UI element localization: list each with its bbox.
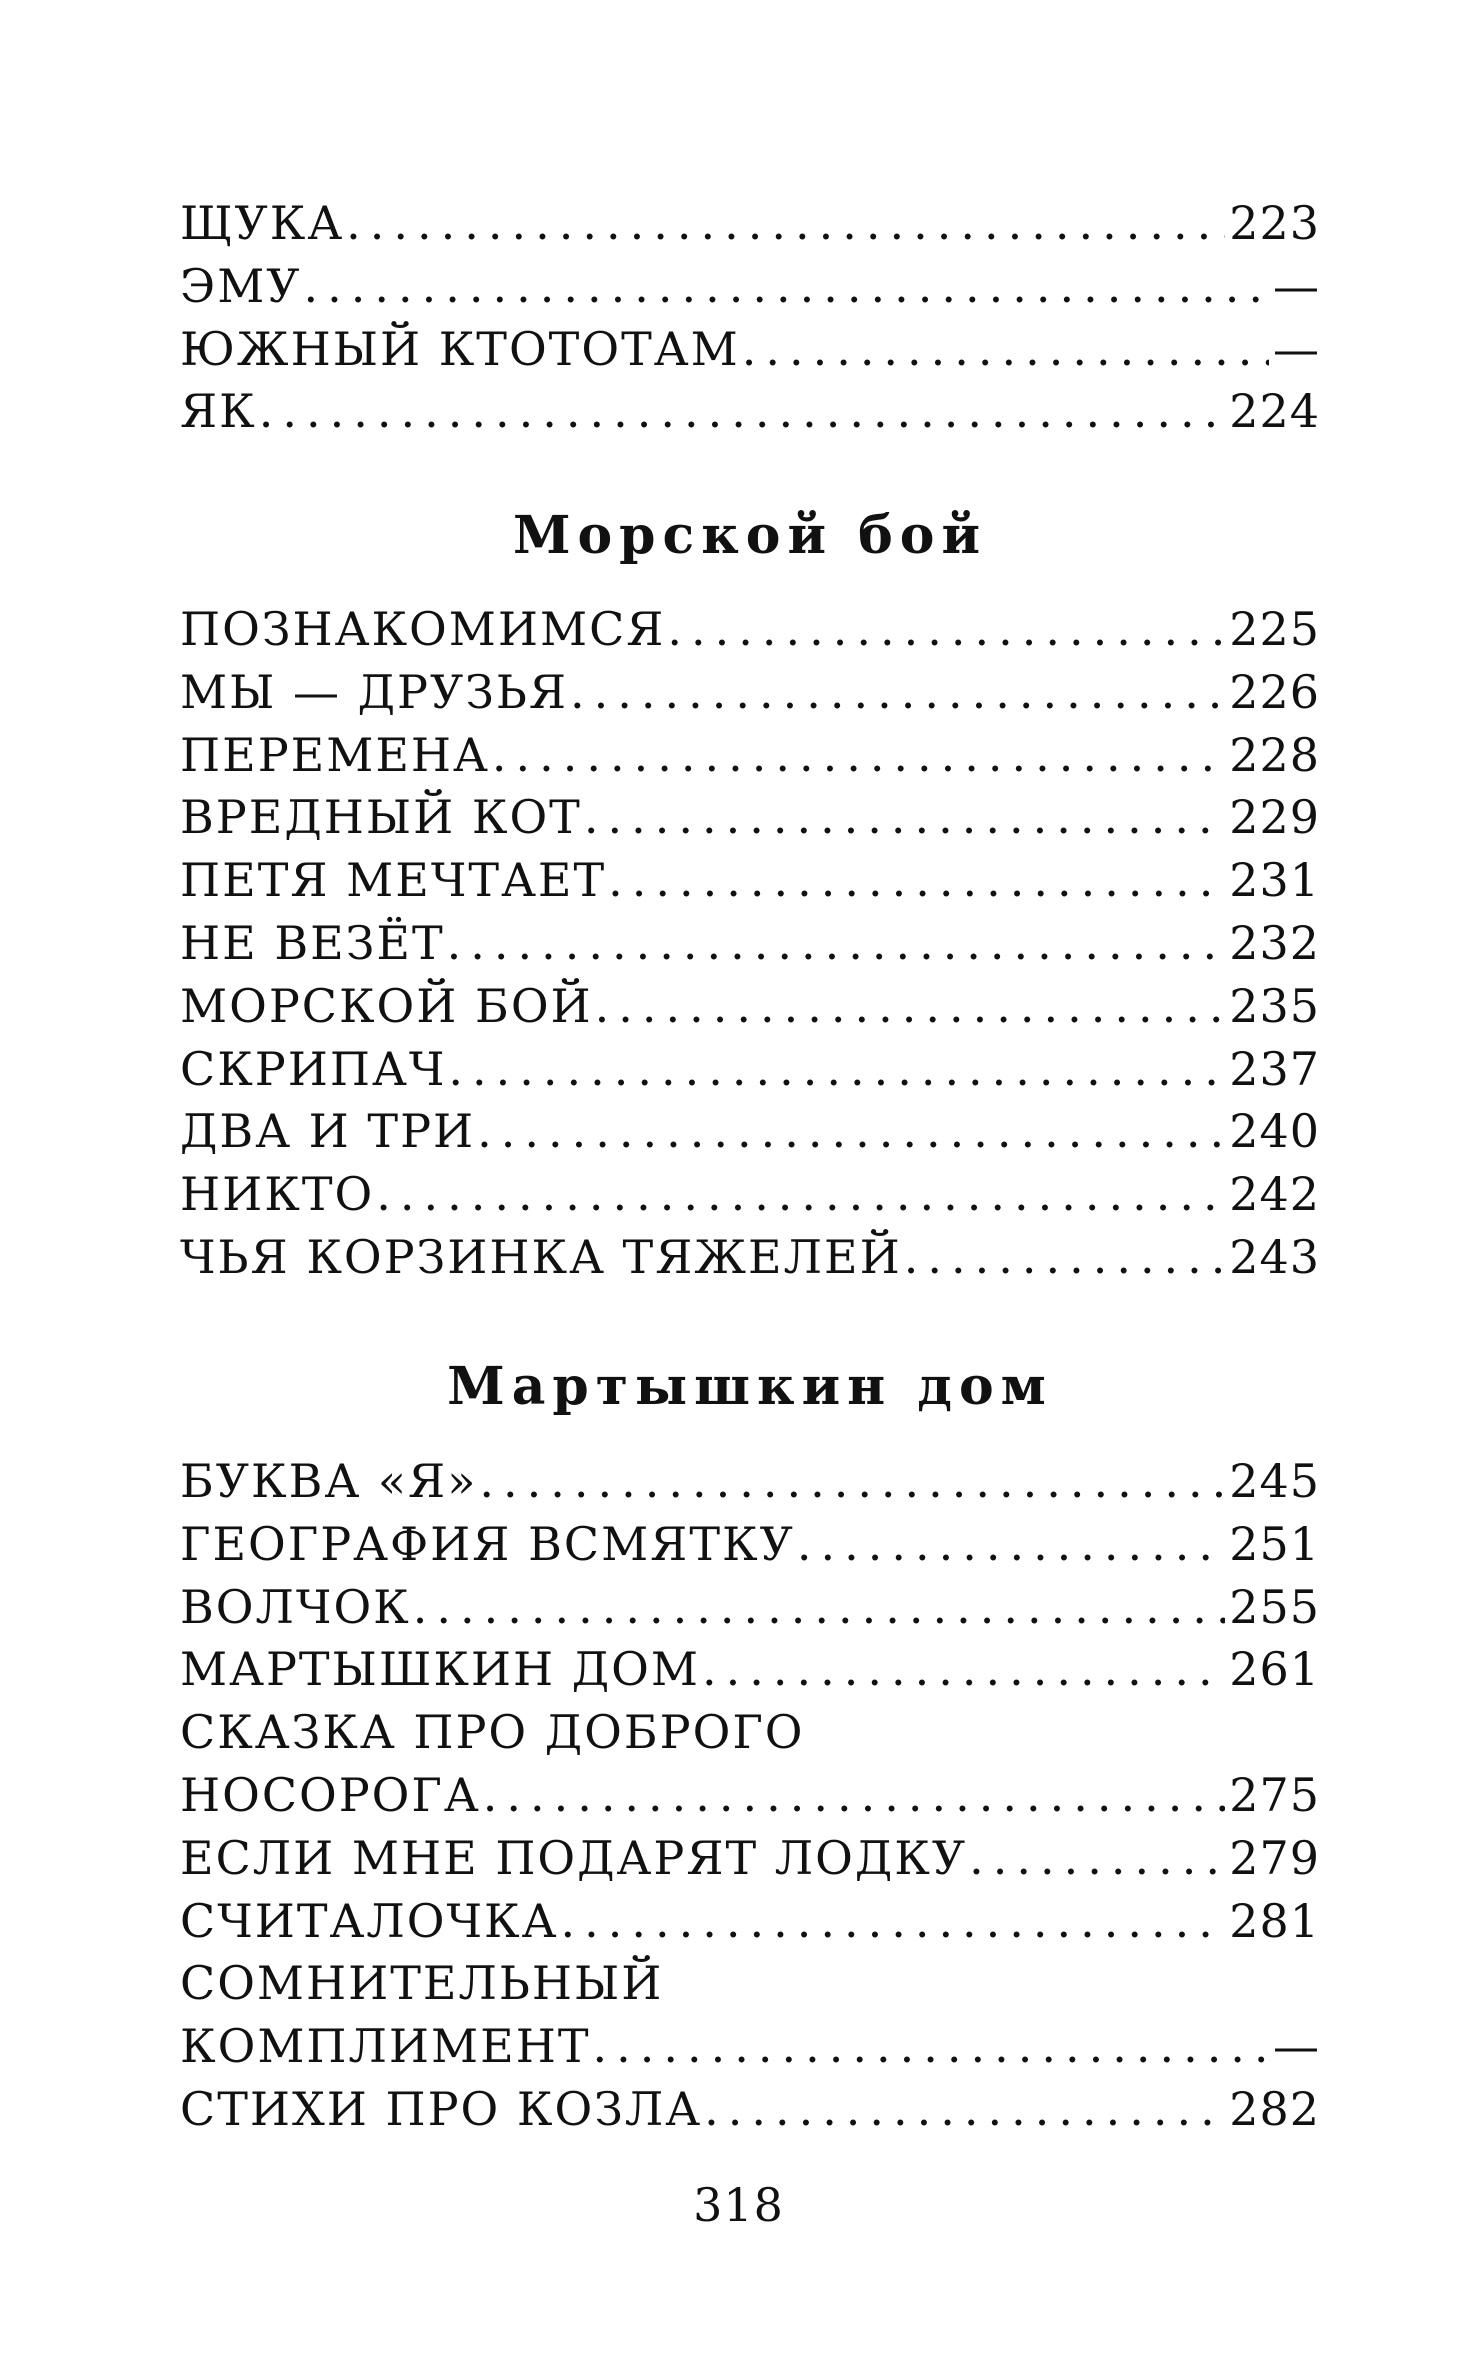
dot-leader [448,1038,1225,1101]
toc-entry-title: ЭМУ [180,258,302,313]
toc-entry-title: КОМПЛИМЕНТ [180,2019,591,2074]
toc-entry [180,192,1320,255]
toc-entry-title: НИКТО [180,1167,375,1222]
toc-entry-title: ПЕТЯ МЕЧТАЕТ [180,853,607,908]
toc-entry-title: ЩУКА [180,196,345,250]
toc-entry [180,1163,1320,1226]
toc-entry-page: 224 [1229,384,1320,439]
dot-leader [346,192,1225,255]
toc-entry [180,661,1320,724]
toc-entry-title: МАРТЫШКИН ДОМ [180,1642,700,1697]
dot-leader [413,1576,1225,1639]
toc-entry-page: 226 [1229,664,1320,719]
toc-entry [180,1638,1320,1701]
toc-entry [180,1576,1320,1639]
toc-entry [180,1952,1320,2015]
toc-entry [180,912,1320,975]
toc-entry [180,1513,1320,1576]
toc-entry [180,1100,1320,1163]
dot-leader [479,1450,1225,1513]
toc-entry-title: ЯК [180,384,257,439]
toc-entry-page: 245 [1229,1454,1320,1508]
toc-entry-title: ЮЖНЫЙ КТОТОТАМ [180,321,740,376]
toc-entry-page: 235 [1229,978,1320,1033]
dot-leader [570,661,1225,724]
dot-leader [259,380,1225,443]
toc-entry-title: ВРЕДНЫЙ КОТ [180,790,582,845]
toc-entry-title: СОМНИТЕЛЬНЫЙ [180,1956,664,2011]
toc-entry-title: НОСОРОГА [180,1767,481,1822]
dot-leader [702,1638,1225,1701]
toc-entry-title: ЧЬЯ КОРЗИНКА ТЯЖЕЛЕЙ [180,1229,902,1284]
toc-entry-page: — [1273,2019,1320,2074]
dot-leader [797,1513,1225,1576]
toc-entry [180,1701,1320,1764]
dot-leader [376,1163,1225,1226]
dot-leader [667,598,1225,661]
dot-leader [742,318,1269,381]
toc-entry-title: ПЕРЕМЕНА [180,727,490,782]
toc-entry-page: — [1273,258,1320,313]
page-number: 318 [693,2178,784,2232]
dot-leader [304,255,1269,318]
toc-entry-page: 229 [1229,790,1320,845]
toc-entry-title: СКРИПАЧ [180,1041,447,1096]
dot-leader [492,724,1225,787]
toc-entry-title: БУКВА «Я» [180,1454,478,1508]
toc-entry [180,255,1320,318]
toc-entry [180,2078,1320,2141]
toc-entry [180,786,1320,849]
toc-entry [180,724,1320,787]
toc-entry [180,1890,1320,1953]
toc-entry-page: 251 [1229,1516,1320,1571]
toc-entry-title: МЫ — ДРУЗЬЯ [180,664,569,719]
toc-entry-title: СКАЗКА ПРО ДОБРОГО [180,1705,805,1760]
toc-entry [180,598,1320,661]
toc-entry-title: МОРСКОЙ БОЙ [180,978,593,1033]
toc-entry [180,1226,1320,1289]
dot-leader [904,1226,1225,1289]
toc-entry [180,975,1320,1038]
toc-entry [180,1450,1320,1513]
toc-entry-page: 281 [1229,1893,1320,1948]
toc-entry-page: 282 [1229,2081,1320,2136]
toc-entry-title: НЕ ВЕЗЁТ [180,915,445,970]
toc-entry [180,1038,1320,1101]
toc-entry-title: ЕСЛИ МНЕ ПОДАРЯТ ЛОДКУ [180,1830,968,1885]
dot-leader [447,912,1226,975]
toc-entry [180,1764,1320,1827]
dot-leader [608,849,1225,912]
dot-leader [584,786,1225,849]
toc-entry [180,380,1320,443]
toc-entry-page: 228 [1229,727,1320,782]
toc-entry [180,1827,1320,1890]
toc-entry-title: ДВА И ТРИ [180,1104,476,1159]
toc-entry-title: ВОЛЧОК [180,1579,411,1634]
toc-entry-title: СЧИТАЛОЧКА [180,1893,559,1948]
dot-leader [483,1764,1225,1827]
section-heading: Мартышкин дом [447,1356,1053,1417]
toc-entry-page: 225 [1229,602,1320,656]
toc-entry-page: 275 [1229,1767,1320,1822]
toc-entry-page: 243 [1229,1229,1320,1284]
toc-section-martyshkin-dom [180,1450,1320,2141]
toc-entry [180,849,1320,912]
toc-section-continued [180,192,1320,443]
section-heading: Морской бой [512,505,988,566]
toc-entry-page: 255 [1229,1579,1320,1634]
toc-entry-page: 242 [1229,1167,1320,1222]
toc-entry-page: 237 [1229,1041,1320,1096]
dot-leader [704,2078,1225,2141]
toc-entry-title: ГЕОГРАФИЯ ВСМЯТКУ [180,1516,795,1571]
toc-entry [180,2015,1320,2078]
toc-entry [180,318,1320,381]
dot-leader [593,2015,1269,2078]
dot-leader [969,1827,1225,1890]
toc-entry-page: 279 [1229,1830,1320,1885]
toc-entry-page: 261 [1229,1642,1320,1697]
dot-leader [477,1100,1225,1163]
toc-entry-page: 223 [1229,196,1320,250]
toc-entry-page: 231 [1229,853,1320,908]
dot-leader [595,975,1226,1038]
toc-section-morskoy-boy [180,598,1320,1289]
toc-entry-page: 232 [1229,915,1320,970]
toc-entry-page: — [1273,321,1320,376]
dot-leader [560,1890,1225,1953]
toc-entry-page: 240 [1229,1104,1320,1159]
toc-entry-title: СТИХИ ПРО КОЗЛА [180,2081,703,2136]
toc-entry-title: ПОЗНАКОМИМСЯ [180,602,666,656]
